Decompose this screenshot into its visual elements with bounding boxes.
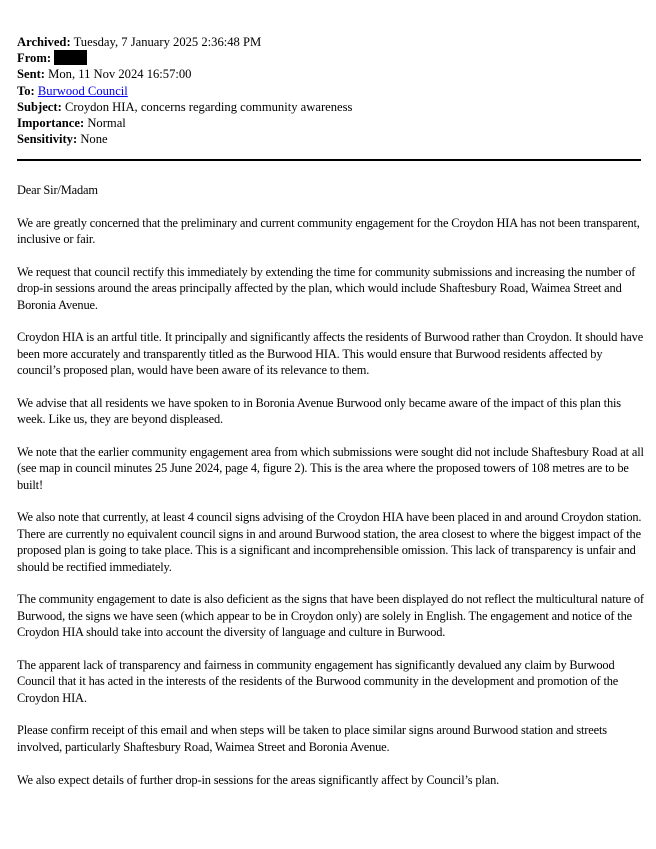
greeting: Dear Sir/Madam xyxy=(17,183,98,197)
redacted-sender xyxy=(54,50,87,65)
sent-label: Sent: xyxy=(17,67,45,82)
body-paragraph: We also note that currently, at least 4 council signs advising of the Croydon HIA have been placed in and around Croydon station. There are currently no equivalent council signs in and around Burwood station, the area closest to where the biggest impact of the proposed plan is going to take place. This is a significant and incomprehensible omission. This lack of transparency is unfair and should be rectified immediately. xyxy=(17,510,642,574)
body-paragraph: Please confirm receipt of this email and when steps will be taken to place similar signs around Burwood station and streets involved, particularly Shaftesbury Road, Waimea Street and Boronia Avenue. xyxy=(17,723,607,754)
archived-value: Tuesday, 7 January 2025 2:36:48 PM xyxy=(73,35,262,49)
body-paragraph: The community engagement to date is also deficient as the signs that have been displayed do not reflect the multicultural nature of Burwood, the signs we have seen (which appear to be in Croydon only) are solely in English. The engagement and notice of the Croydon HIA should take into account the diversity of language and culture in Burwood. xyxy=(17,592,644,640)
body-paragraph: We are greatly concerned that the preliminary and current community engagement for the Croydon HIA has not been transparent, inclusive or fair. xyxy=(17,215,640,247)
email-header xyxy=(17,34,641,147)
sent-row xyxy=(17,66,641,82)
subject-label: Subject: xyxy=(17,99,62,114)
from-label: From: xyxy=(17,51,52,66)
body-paragraph: We note that the earlier community engagement area from which submissions were sought did not include Shaftesbury Road at all (see map in council minutes 25 June 2024, page 4, figure 2). This is the area where the proposed towers of 108 metres are to be built! xyxy=(17,444,644,492)
sensitivity-label: Sensitivity: xyxy=(17,132,78,147)
sent-value: Mon, 11 Nov 2024 16:57:00 xyxy=(48,67,192,82)
importance-value: Normal xyxy=(87,116,126,131)
body-paragraph: We also expect details of further drop-in sessions for the areas significantly affect by Council’s plan. xyxy=(17,772,500,787)
to-label: To: xyxy=(17,83,35,98)
body-paragraph: We advise that all residents we have spoken to in Boronia Avenue Burwood only became aware of the impact of this plan this week. Like us, they are beyond displeased. xyxy=(17,395,621,427)
to-row xyxy=(17,83,641,99)
importance-row xyxy=(17,115,641,131)
sensitivity-value: None xyxy=(80,132,108,147)
importance-label: Importance: xyxy=(17,116,85,131)
subject-value: Croydon HIA, concerns regarding community awareness xyxy=(64,99,353,114)
email-body xyxy=(17,182,647,804)
recipient-link[interactable]: Burwood Council xyxy=(37,83,128,98)
archived-row xyxy=(17,34,641,50)
body-paragraph: The apparent lack of transparency and fairness in community engagement has significantly devalued any claim by Burwood Council that it has acted in the interests of the residents of the Burwood community in the development and promotion of the Croydon HIA. xyxy=(17,657,619,705)
header-divider xyxy=(17,159,641,161)
body-paragraph: We request that council rectify this immediately by extending the time for community submissions and increasing the number of drop-in sessions around the areas principally affected by the plan, which would include Shaftesbury Road, Waimea Street and Boronia Avenue. xyxy=(17,264,636,312)
from-row xyxy=(17,50,641,66)
body-paragraph: Croydon HIA is an artful title. It principally and significantly affects the residents of Burwood rather than Croydon. It should have been more accurately and transparently titled as the Burwood HIA. This would ensure that Burwood residents affected by council’s proposed plan, would have been aware of its relevance to them. xyxy=(17,330,644,378)
archived-label: Archived: xyxy=(17,35,71,49)
subject-row xyxy=(17,99,641,115)
sensitivity-row xyxy=(17,131,641,147)
